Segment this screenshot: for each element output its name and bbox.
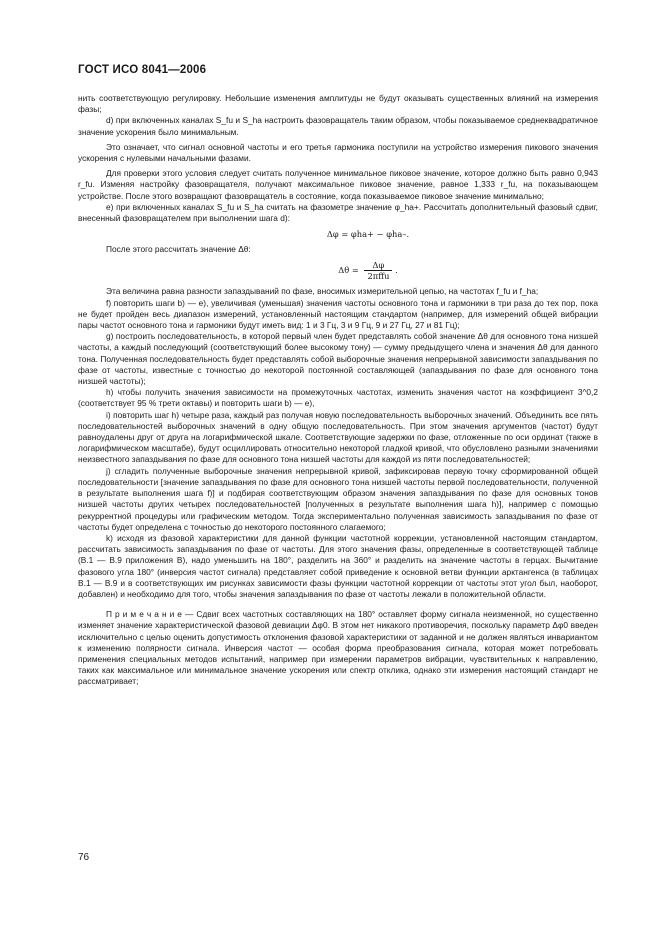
paragraph-step-k: k) исходя из фазовой характеристики для данной функции частотной коррекции, установленной настоящим стандартом, рассчитать зависимость запаздывания по фазе от частоты. Для этого значения фазы, определенные в соответствующей таблице (B.1 — B.9 приложения B), надо уменьшить на 180°, разделить на 360° и разделить на значение частоты в герцах. Вычитание фазового угла 180° (инверсия частот сигнала) представляет собой приведение к основной ветви функции арктангенса (в таблицах B.1 — B.9 и в соответствующих им рисунках зависимости фазы функции частотной коррекции от частоты этот угол был, наоборот, добавлен) и необходимо для того, чтобы значения запаздывания по фазе от частоты лежали в положительной области. [78,532,598,599]
formula-end: . [395,265,398,276]
paragraph: Для проверки этого условия следует считать полученное минимальное пиковое значение, которое должно быть равно 0,943 r_fu. Изменяя настройку фазовращателя, получают максимальное пиковое значение, равное 1,333 r_fu, на показывающем устройстве. После этого возвращают фазовращатель в состояние, когда показываемое пиковое значение минимально; [78,168,598,201]
formula-denominator: 2πffu [367,271,390,282]
note-paragraph: П р и м е ч а н и е — Сдвиг всех частотных составляющих на 180° оставляет форму сигнала неизменной, но существенно изменяет значение характеристической фазовой девиации Δφ0. В этом нет никакого противоречия, поскольку параметр Δφ0 введен исключительно с целью оценить допустимость отклонения фазовой характеристики от заданной и не должен являться инвариантом к изменению полярности сигнала. Инверсия частот — особая форма преобразования сигнала, которая может потребовать применения специальных методов испытаний, например при измерении параметров вибрации, чувствительных к направлению, таких как максимальное или минимальное значение ускорения или спектр отклика, однако эти измерения настоящий стандарт не рассматривает; [78,609,598,687]
paragraph: После этого рассчитать значение Δθ: [106,244,251,255]
paragraph-step-h: h) чтобы получить значения зависимости на промежуточных частотах, изменить значения частот на коэффициент 3^0,2 (соответствует 95 % трети октавы) и повторить шаги b) — e), [78,387,598,409]
paragraph-step-i: i) повторить шаг h) четыре раза, каждый раз получая новую последовательность выборочных значений. Объединить все пять последовательностей выборочных значений в одну общую последовательность. При этом значения аргументов (частот) будут равноудалены друг от друга на логарифмической шкале. Соответствующие задержки по фазе, отложенные по оси ординат (также в логарифмическом масштабе), будут осциллировать относительно некоторой гладкой кривой, что обусловлено разными значениями неизвестного запаздывания по фазе для основного тона низшей частоты для каждой из пяти последовательностей; [78,409,598,465]
formula-lhs: Δθ = [338,265,359,276]
formula-delta-phi: Δφ = φha+ − φha–. [326,229,410,240]
paragraph: нить соответствующую регулировку. Небольшие изменения амплитуды не будут оказывать существенных влияний на измерения фазы; [78,93,598,115]
paragraph-step-d: d) при включенных каналах S_fu и S_ha настроить фазовращатель таким образом, чтобы показываемое среднеквадратичное значение ускорения было минимальным. [78,115,598,137]
document-page [78,64,598,688]
paragraph: Эта величина равна разности запаздываний по фазе, вносимых измерительной цепью, на частотах f_fu и f_ha; [106,286,539,297]
formula-numerator: Δφ [364,260,392,271]
document-header: ГОСТ ИСО 8041—2006 [78,64,207,76]
formula-fraction [364,260,392,281]
paragraph-step-g: g) построить последовательность, в которой первый член будет представлять собой значение Δθ для основного тона низшей частоты, а каждый последующий (соответствующий более высокому тону) — сумму предыдущего члена и значения Δθ для данного тона. Полученная последовательность будет представлять собой выборочные значения непрерывной зависимости запаздывания по фазе от частоты, известные с точностью до некоторой постоянной составляющей (запаздывания по фазе для основного тона низшей частоты); [78,331,598,387]
paragraph: Это означает, что сигнал основной частоты и его третья гармоника поступили на устройство измерения пикового значения ускорения с нулевыми начальными фазами. [78,141,598,164]
page-number: 76 [78,852,90,863]
paragraph-step-f: f) повторить шаги b) — e), увеличивая (уменьшая) значения частоты основного тона и гармоники в три раза до тех пор, пока не будет пройден весь диапазон измерений, установленный настоящим стандартом (например, для измерений общей вибрации пары частот основного тона и гармоники будут иметь вид: 1 и 3 Гц, 3 и 9 Гц, 9 и 27 Гц, 27 и 81 Гц); [78,297,598,331]
paragraph-step-j: j) сгладить полученные выборочные значения непрерывной кривой, зафиксировав первую точку сформированной общей последовательности [значение запаздывания по фазе для основного тона низшей частоты первой последовательности, полученной в результате выполнения шага f)] и подбирая соответствующим образом значения запаздывания по фазе для основных тонов низшей частоты других четырех последовательностей [полученных в результате выполнения шага h)], например с помощью рекуррентной процедуры или графическим методом. Тогда экспериментально полученная зависимость запаздывания по фазе от частоты будет определена с точностью до некоторого постоянного слагаемого; [78,465,598,532]
formula-delta-theta [78,260,598,281]
paragraph-step-e: e) при включенных каналах S_fu и S_ha считать на фазометре значение φ_ha+. Рассчитать дополнительный фазовый сдвиг, внесенный фазовращателем при выполнении шага d): [78,201,598,224]
